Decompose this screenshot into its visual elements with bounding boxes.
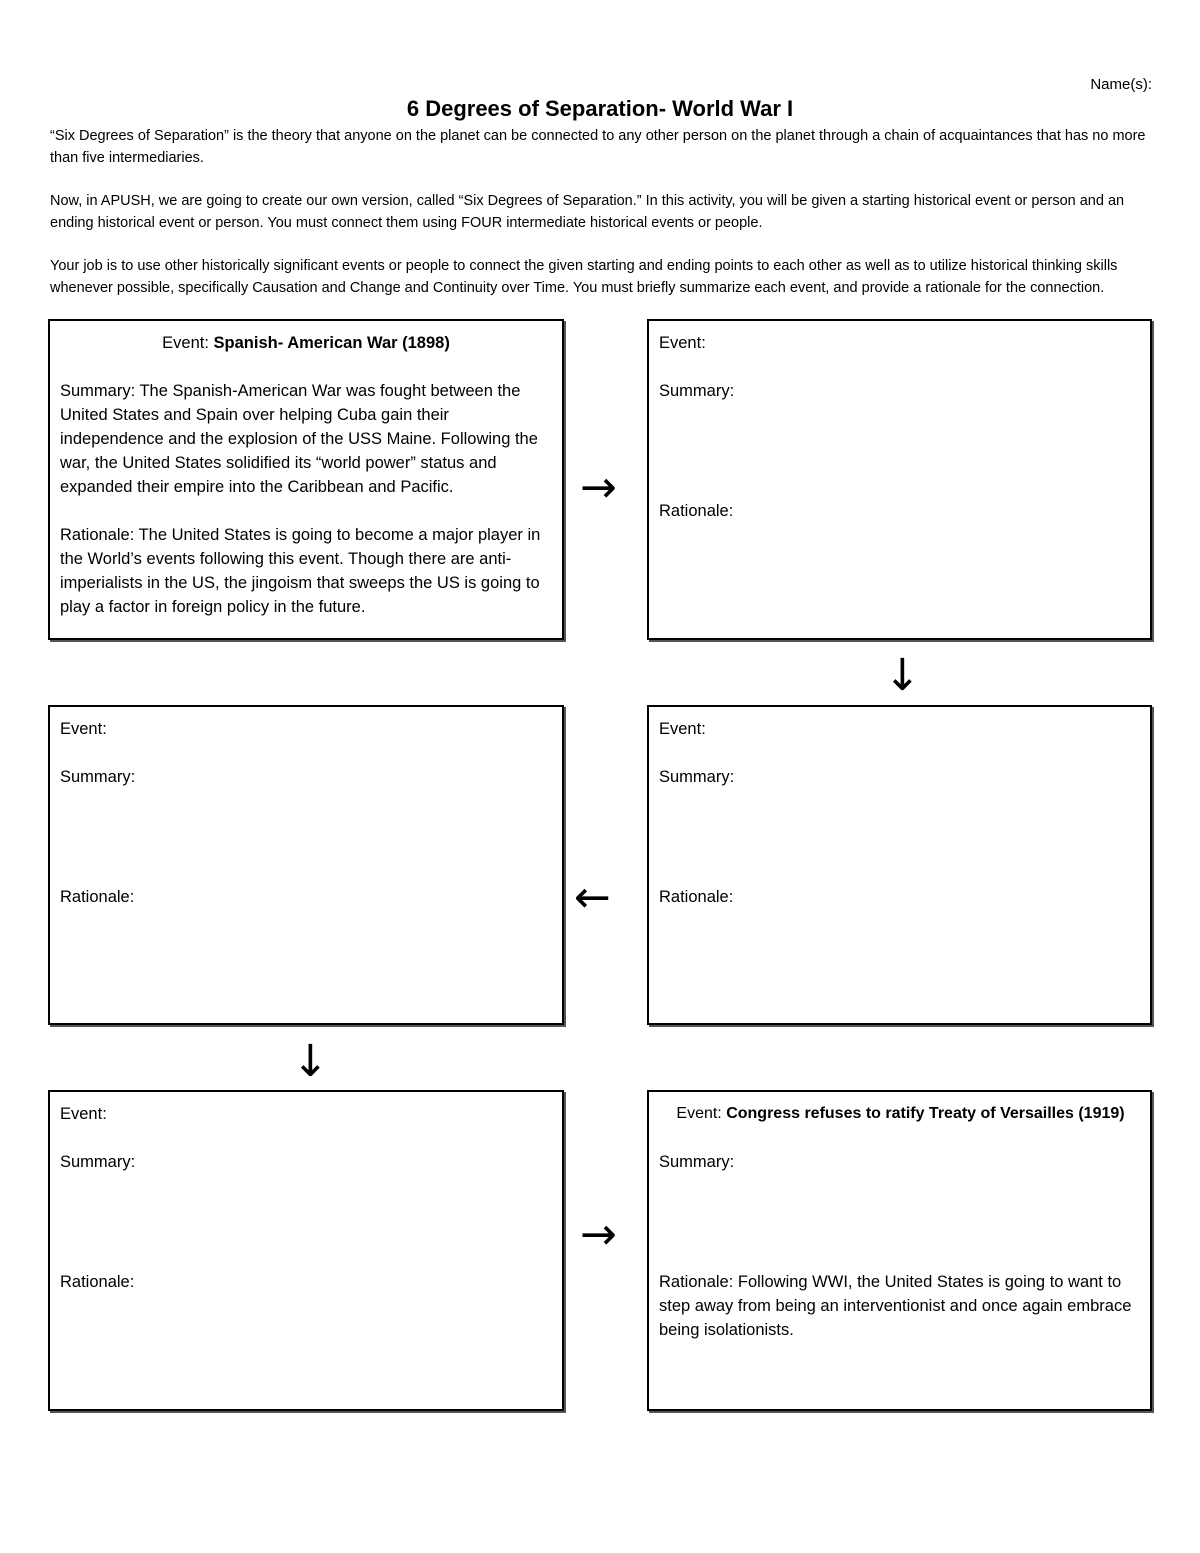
- name-label: Name(s):: [1090, 76, 1152, 93]
- event-box-2-rationale-label: Rationale:: [659, 502, 734, 520]
- event-box-6-rationale-text: Following WWI, the United States is going to want to step away from being an interventionist and once again embrace being isolationists.: [659, 1273, 1132, 1339]
- event-box-1-summary: [60, 379, 552, 499]
- event-box-3-event-label: Event:: [659, 720, 706, 738]
- event-box-3-rationale-label: Rationale:: [659, 888, 734, 906]
- event-box-5-summary-label: Summary:: [60, 1153, 136, 1171]
- event-box-4-event-label: Event:: [60, 720, 107, 738]
- event-box-2-event-label: Event:: [659, 334, 706, 352]
- event-box-5-rationale-label: Rationale:: [60, 1273, 135, 1291]
- event-box-6-event-value: Congress refuses to ratify Treaty of Versailles (1919): [726, 1105, 1125, 1122]
- arrow-left-1: ←: [574, 872, 611, 923]
- arrow-right-2: →: [580, 1209, 617, 1260]
- event-box-4: [48, 705, 564, 1025]
- intro-paragraph-1: “Six Degrees of Separation” is the theory that anyone on the planet can be connected to any other person on the planet through a chain of acquaintances that has no more than five intermediaries.: [50, 128, 1146, 166]
- event-box-6-rationale-prefix: Rationale:: [659, 1273, 738, 1291]
- event-box-1-event-prefix: Event:: [162, 334, 214, 352]
- intro-paragraph-3: Your job is to use other historically significant events or people to connect the given starting and ending points to each other as well as to utilize historical thinking skills whenever possible, specifically Causation and Change and Continuity over Time. You must briefly summarize each event, and provide a rationale for the connection.: [50, 258, 1118, 296]
- event-box-1: [48, 319, 564, 640]
- arrow-down-2: ↓: [292, 1036, 329, 1087]
- event-box-3-summary-label: Summary:: [659, 768, 735, 786]
- event-box-4-summary-label: Summary:: [60, 768, 136, 786]
- page-title: 6 Degrees of Separation- World War I: [406, 96, 794, 121]
- event-box-2: [647, 319, 1152, 640]
- event-box-6-event: [659, 1102, 1142, 1126]
- event-box-1-event-value: Spanish- American War (1898): [213, 334, 450, 352]
- event-box-6: [647, 1090, 1152, 1411]
- event-box-6-summary-label: Summary:: [659, 1153, 735, 1171]
- event-box-1-rationale: [60, 523, 552, 619]
- intro-paragraph-2: Now, in APUSH, we are going to create our own version, called “Six Degrees of Separation.” In this activity, you will be given a starting historical event or person and an ending historical event or person. You must connect them using FOUR intermediate historical events or people.: [50, 193, 1125, 231]
- event-box-5: [48, 1090, 564, 1411]
- event-box-1-rationale-text: The United States is going to become a major player in the World’s events following this event. Though there are anti-imperialists in the US, the jingoism that sweeps the US is going to play a factor in foreign policy in the future.: [60, 526, 541, 616]
- event-box-1-summary-text: The Spanish-American War was fought between the United States and Spain over helping Cuba gain their independence and the explosion of the USS Maine. Following the war, the United States solidified its “world power” status and expanded their empire into the Caribbean and Pacific.: [60, 382, 538, 496]
- arrow-down-1: ↓: [884, 650, 921, 701]
- event-box-6-rationale: [659, 1270, 1140, 1342]
- event-box-1-rationale-prefix: Rationale:: [60, 526, 139, 544]
- event-box-3: [647, 705, 1152, 1025]
- event-box-4-rationale-label: Rationale:: [60, 888, 135, 906]
- event-box-1-summary-prefix: Summary:: [60, 382, 140, 400]
- event-box-6-event-prefix: Event:: [676, 1105, 727, 1122]
- event-box-5-event-label: Event:: [60, 1105, 107, 1123]
- event-box-1-event: [60, 331, 552, 355]
- event-box-2-summary-label: Summary:: [659, 382, 735, 400]
- arrow-right-1: →: [580, 462, 617, 513]
